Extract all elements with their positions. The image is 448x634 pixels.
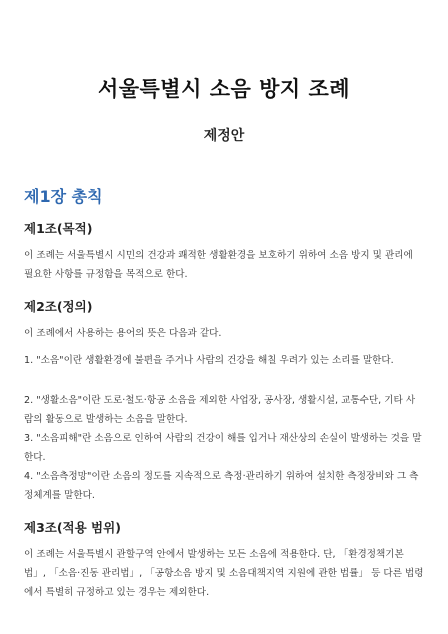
article-2-heading: 제2조(정의) (24, 299, 93, 314)
article-2-item-1: 1. "소음"이란 생활환경에 불편을 주거나 사람의 건강을 해칠 우려가 있는 소리를 말한다. (24, 355, 394, 366)
article-1-heading: 제1조(목적) (24, 221, 93, 236)
document-subtitle: 제정안 (203, 128, 245, 144)
document-title: 서울특별시 소음 방지 조례 (97, 77, 351, 101)
article-1-body: 이 조례는 서울특별시 시민의 건강과 쾌적한 생활환경을 보호하기 위하여 소음 방지 및 관리에 필요한 사항를 규정함을 목적으로 한다. (24, 250, 413, 280)
article-3-body: 이 조례는 서울특별시 관할구역 안에서 발생하는 모든 소음에 적용한다. 단, 「환경정책기본법」, 「소음·진동 관리법」, 「공항소음 방지 및 소음대책지역 지원에 관한 법률」 등 다른 법령에서 특별히 규정하고 있는 경우는 제외한다. (24, 549, 424, 598)
article-2-item-3: 3. "소음피해"란 소음으로 인하여 사람의 건강이 해를 입거나 재산상의 손실이 발생하는 것을 말한다. (24, 433, 422, 463)
article-3-heading: 제3조(적용 범위) (24, 520, 121, 535)
article-2-item-4: 4. "소음측정망"이란 소음의 정도를 지속적으로 측정·관리하기 위하여 설치한 측정장비와 그 측정체계를 말한다. (24, 471, 419, 501)
article-2-item-2: 2. "생활소음"이란 도로·철도·항공 소음을 제외한 사업장, 공사장, 생활시설, 교통수단, 기타 사람의 활동으로 발생하는 소음을 말한다. (24, 395, 416, 425)
chapter-1-heading: 제1장 총칙 (24, 187, 103, 206)
document-page (0, 74, 448, 634)
article-2-intro: 이 조례에서 사용하는 용어의 뜻은 다음과 같다. (24, 328, 222, 339)
